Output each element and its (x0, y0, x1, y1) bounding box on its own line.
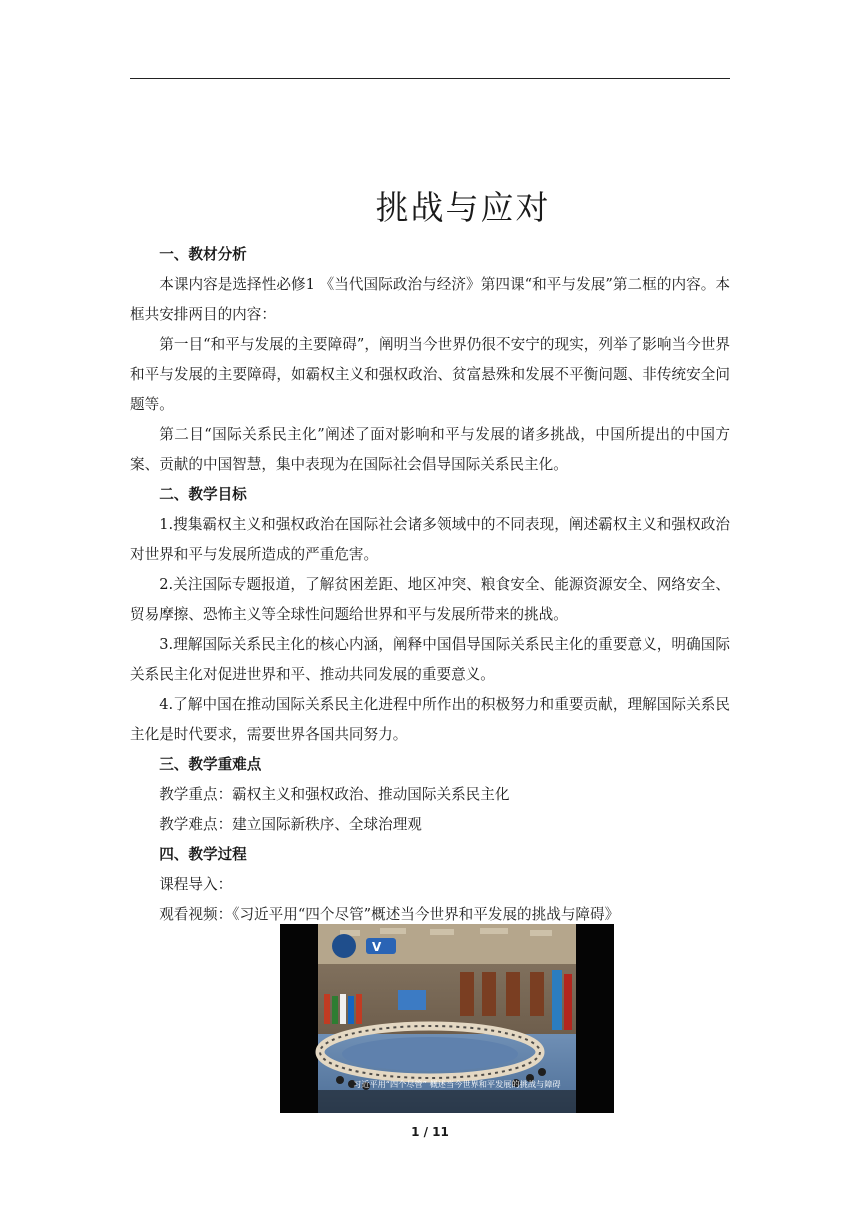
section-heading: 四、教学过程 (159, 846, 247, 863)
paragraph: 3.理解国际关系民主化的核心内涵，阐释中国倡导国际关系民主化的重要意义，明确国际关系民主化对促进世界和平、推动共同发展的重要意义。 (130, 636, 730, 683)
paragraph: 第二目“国际关系民主化”阐述了面对影响和平与发展的诸多挑战，中国所提出的中国方案、贡献的中国智慧，集中表现为在国际社会倡导国际关系民主化。 (130, 426, 730, 473)
header-rule (130, 78, 730, 79)
paragraph: 观看视频：《习近平用“四个尽管”概述当今世界和平发展的挑战与障碍》 (159, 906, 620, 923)
section-heading: 一、教材分析 (159, 246, 247, 263)
conference-hall-image (280, 924, 614, 1113)
paragraph: 2.关注国际专题报道，了解贫困差距、地区冲突、粮食安全、能源资源安全、网络安全、贸易摩擦、恐怖主义等全球性问题给世界和平与发展所带来的挑战。 (130, 576, 730, 623)
paragraph: 课程导入： (159, 876, 233, 893)
video-screenshot[interactable] (280, 924, 614, 1113)
paragraph: 第一目“和平与发展的主要障碍”，阐明当今世界仍很不安宁的现实，列举了影响当今世界和平与发展的主要障碍，如霸权主义和强权政治、贫富悬殊和发展不平衡问题、非传统安全问题等。 (130, 336, 730, 413)
paragraph: 教学重点：霸权主义和强权政治、推动国际关系民主化 (159, 786, 510, 803)
paragraph: 本课内容是选择性必修1 《当代国际政治与经济》第四课“和平与发展”第二框的内容。本框共安排两目的内容： (130, 276, 730, 323)
page-number: 1 / 11 (411, 1125, 449, 1139)
document-body (130, 240, 730, 930)
section-heading: 二、教学目标 (159, 486, 247, 503)
paragraph: 4.了解中国在推动国际关系民主化进程中所作出的积极努力和重要贡献，理解国际关系民主化是时代要求，需要世界各国共同努力。 (130, 696, 730, 743)
paragraph: 1.搜集霸权主义和强权政治在国际社会诸多领域中的不同表现，阐述霸权主义和强权政治对世界和平与发展所造成的严重危害。 (130, 516, 730, 563)
video-caption: 习近平用“四个尽管” 概述当今世界和平发展的挑战与障碍 (353, 1079, 561, 1089)
logo-text: V (372, 940, 382, 954)
document-title: 挑战与应对 (375, 188, 551, 227)
section-heading: 三、教学重难点 (159, 756, 262, 773)
paragraph: 教学难点：建立国际新秩序、全球治理观 (159, 816, 422, 833)
